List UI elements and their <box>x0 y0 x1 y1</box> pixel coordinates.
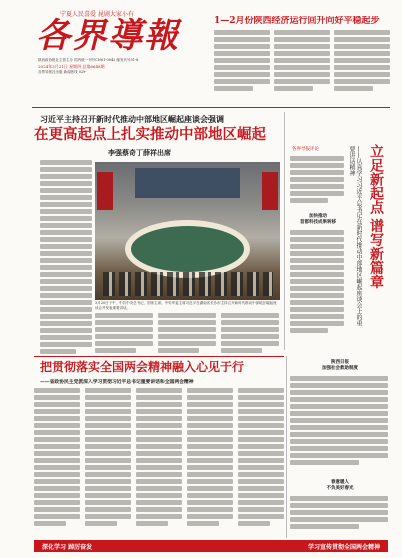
column-divider <box>284 112 285 350</box>
commentary-body <box>290 156 344 212</box>
lead-body-lower <box>95 313 280 355</box>
side-body-1 <box>290 230 344 350</box>
side-subhead-2: 陕西日报 加强社会救助制度 <box>322 360 358 371</box>
second-subheadline: ——省政协民主党派深入学习贯彻习近平总书记重要讲话和全国两会精神 <box>40 379 194 385</box>
banner-left: 深化学习 踔厉奋发 <box>42 543 93 551</box>
side-subhead-3: 春意暖人 不负美好春光 <box>326 480 354 491</box>
slogan: 宁夏人民喜爱 昆剧大家小有 <box>60 11 134 18</box>
photo-caption: 3月20日下午，中共中央总书记、国家主席、中央军委主席习近平在湖南省长沙市主持召开新时代推动中部地区崛起座谈会并发表重要讲话。 <box>95 301 277 310</box>
photo-flag <box>262 172 278 210</box>
column-divider-lower <box>286 356 287 538</box>
lead-headline: 在更高起点上扎实推动中部地区崛起 <box>34 127 266 143</box>
side-body-2 <box>290 376 388 476</box>
bottom-banner <box>34 540 388 552</box>
side-body-3 <box>290 496 388 538</box>
commentary-label: 各界导报评论 <box>292 147 319 152</box>
top-right-text <box>214 30 390 104</box>
masthead-meta-3: 各界导报社出版 新闻热线 029- <box>38 70 87 74</box>
newspaper-logo: 各界導報 <box>36 16 180 56</box>
second-body <box>34 388 284 538</box>
top-headline: 1—2月份陕西经济运行回升向好平稳起步 <box>214 16 380 26</box>
banner-right: 学习宣传贯彻全国两会精神 <box>307 543 380 551</box>
masthead-divider <box>32 107 390 108</box>
commentary-vertical-sub: ——认真学习习近平总书记在新时代推动中部地区崛起座谈会上的重要讲话精神 <box>348 146 362 326</box>
section-divider <box>34 356 284 357</box>
photo-seated-row <box>103 272 273 296</box>
lead-body-left <box>40 160 92 360</box>
photo-flag <box>97 172 113 210</box>
photo-table <box>125 220 250 278</box>
photo-screen <box>135 168 240 198</box>
side-subhead-1: 加快推动 首都科技成果转移 <box>300 214 336 225</box>
commentary-vertical-title: 立足新起点 谱写新篇章 <box>368 144 384 289</box>
masthead-meta-2: 2024年3月21日 星期四 总第6648期 <box>38 64 105 69</box>
lead-photo <box>95 162 280 300</box>
lead-subheadline: 李强蔡奇丁薛祥出席 <box>108 148 171 157</box>
second-headline: 把贯彻落实全国两会精神融入心见于行 <box>40 360 245 374</box>
masthead-meta-1: 陕西政协报社主管主办 国内统一刊号CN61-0042 邮发代号51-8 <box>38 58 139 62</box>
lead-kicker: 习近平主持召开新时代推动中部地区崛起座谈会强调 <box>40 115 224 124</box>
